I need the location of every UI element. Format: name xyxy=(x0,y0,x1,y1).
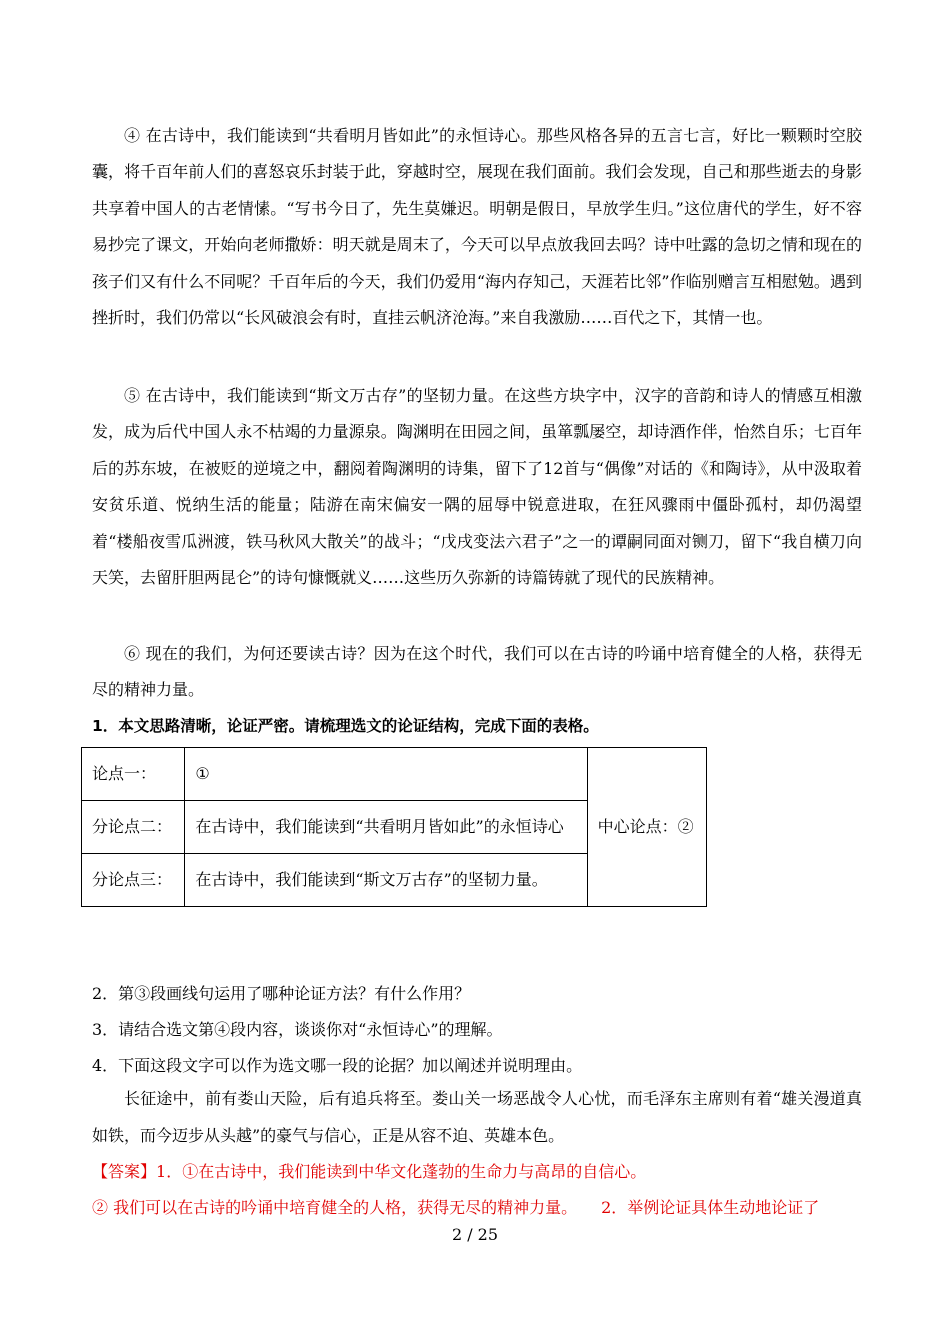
table-cell-value: 在古诗中，我们能读到“斯文万古存”的坚韧力量。 xyxy=(185,854,587,907)
question-2: 2．第③段画线句运用了哪种论证方法？有什么作用？ xyxy=(92,984,471,1003)
question-4: 4．下面这段文字可以作为选文哪一段的论据？加以阐述并说明理由。 xyxy=(92,1056,583,1075)
page-number: 2 / 25 xyxy=(451,1225,499,1244)
answer-tag: 【答案】 xyxy=(92,1162,157,1181)
quoted-passage: 长征途中，前有娄山天险，后有追兵将至。娄山关一场恶战令人心忧，而毛泽东主席则有着“雄关漫道真如铁，而今迈步从头越”的豪气与信心，正是从容不迫、英雄本色。 xyxy=(92,1089,862,1145)
question-3: 3．请结合选文第④段内容，谈谈你对“永恒诗心”的理解。 xyxy=(92,1020,503,1039)
answer-line-1 xyxy=(92,1154,862,1190)
argument-structure-table xyxy=(81,747,707,907)
paragraph-5: ⑤ 在古诗中，我们能读到“斯文万古存”的坚韧力量。在这些方块字中，汉字的音韵和诗人的情感互相激发，成为后代中国人永不枯竭的力量源泉。陶渊明在田园之间，虽箪瓢屡空，却诗酒作伴，怡然自乐；七百年后的苏东坡，在被贬的逆境之中，翻阅着陶渊明的诗集，留下了12首与“偶像”对话的《和陶诗》，从中汲取着安贫乐道、悦纳生活的能量；陆游在南宋偏安一隅的屈辱中锐意进取，在狂风骤雨中僵卧孤村，却仍渴望着“楼船夜雪瓜洲渡，铁马秋风大散关”的战斗；“戊戌变法六君子”之一的谭嗣同面对铡刀，留下“我自横刀向天笑，去留肝胆两昆仑”的诗句慷慨就义……这些历久弥新的诗篇铸就了现代的民族精神。 xyxy=(92,386,862,588)
table-cell-central-argument: 中心论点：② xyxy=(587,748,706,907)
paragraph-4: ④ 在古诗中，我们能读到“共看明月皆如此”的永恒诗心。那些风格各异的五言七言，好比一颗颗时空胶囊，将千百年前人们的喜怒哀乐封装于此，穿越时空，展现在我们面前。我们会发现，自己和那些逝去的身影共享着中国人的古老情愫。“写书今日了，先生莫嫌迟。明朝是假日，早放学生归。”这位唐代的学生，好不容易抄完了课文，开始向老师撒娇：明天就是周末了，今天可以早点放我回去吗？诗中吐露的急切之情和现在的孩子们又有什么不同呢？千百年后的今天，我们仍爱用“海内存知己，天涯若比邻”作临别赠言互相慰勉。遇到挫折时，我们仍常以“长风破浪会有时，直挂云帆济沧海。”来自我激励……百代之下，其情一也。 xyxy=(92,126,862,328)
question-1: 1．本文思路清晰，论证严密。请梳理选文的论证结构，完成下面的表格。 xyxy=(92,717,599,735)
table-cell-label: 论点一： xyxy=(82,748,185,801)
table-row xyxy=(82,748,707,801)
paragraph-6: ⑥ 现在的我们，为何还要读古诗？因为在这个时代，我们可以在古诗的吟诵中培育健全的人格，获得无尽的精神力量。 xyxy=(92,644,862,700)
table-cell-label: 分论点三： xyxy=(82,854,185,907)
table-cell-label: 分论点二： xyxy=(82,801,185,854)
answer-line-2: ② 我们可以在古诗的吟诵中培育健全的人格，获得无尽的精神力量。 2．举例论证具体生动地论证了 xyxy=(92,1198,820,1217)
table-cell-value: 在古诗中，我们能读到“共看明月皆如此”的永恒诗心 xyxy=(185,801,587,854)
table-cell-value: ① xyxy=(185,748,587,801)
answer-text-1: 1．①在古诗中，我们能读到中华文化蓬勃的生命力与高昂的自信心。 xyxy=(156,1162,647,1181)
